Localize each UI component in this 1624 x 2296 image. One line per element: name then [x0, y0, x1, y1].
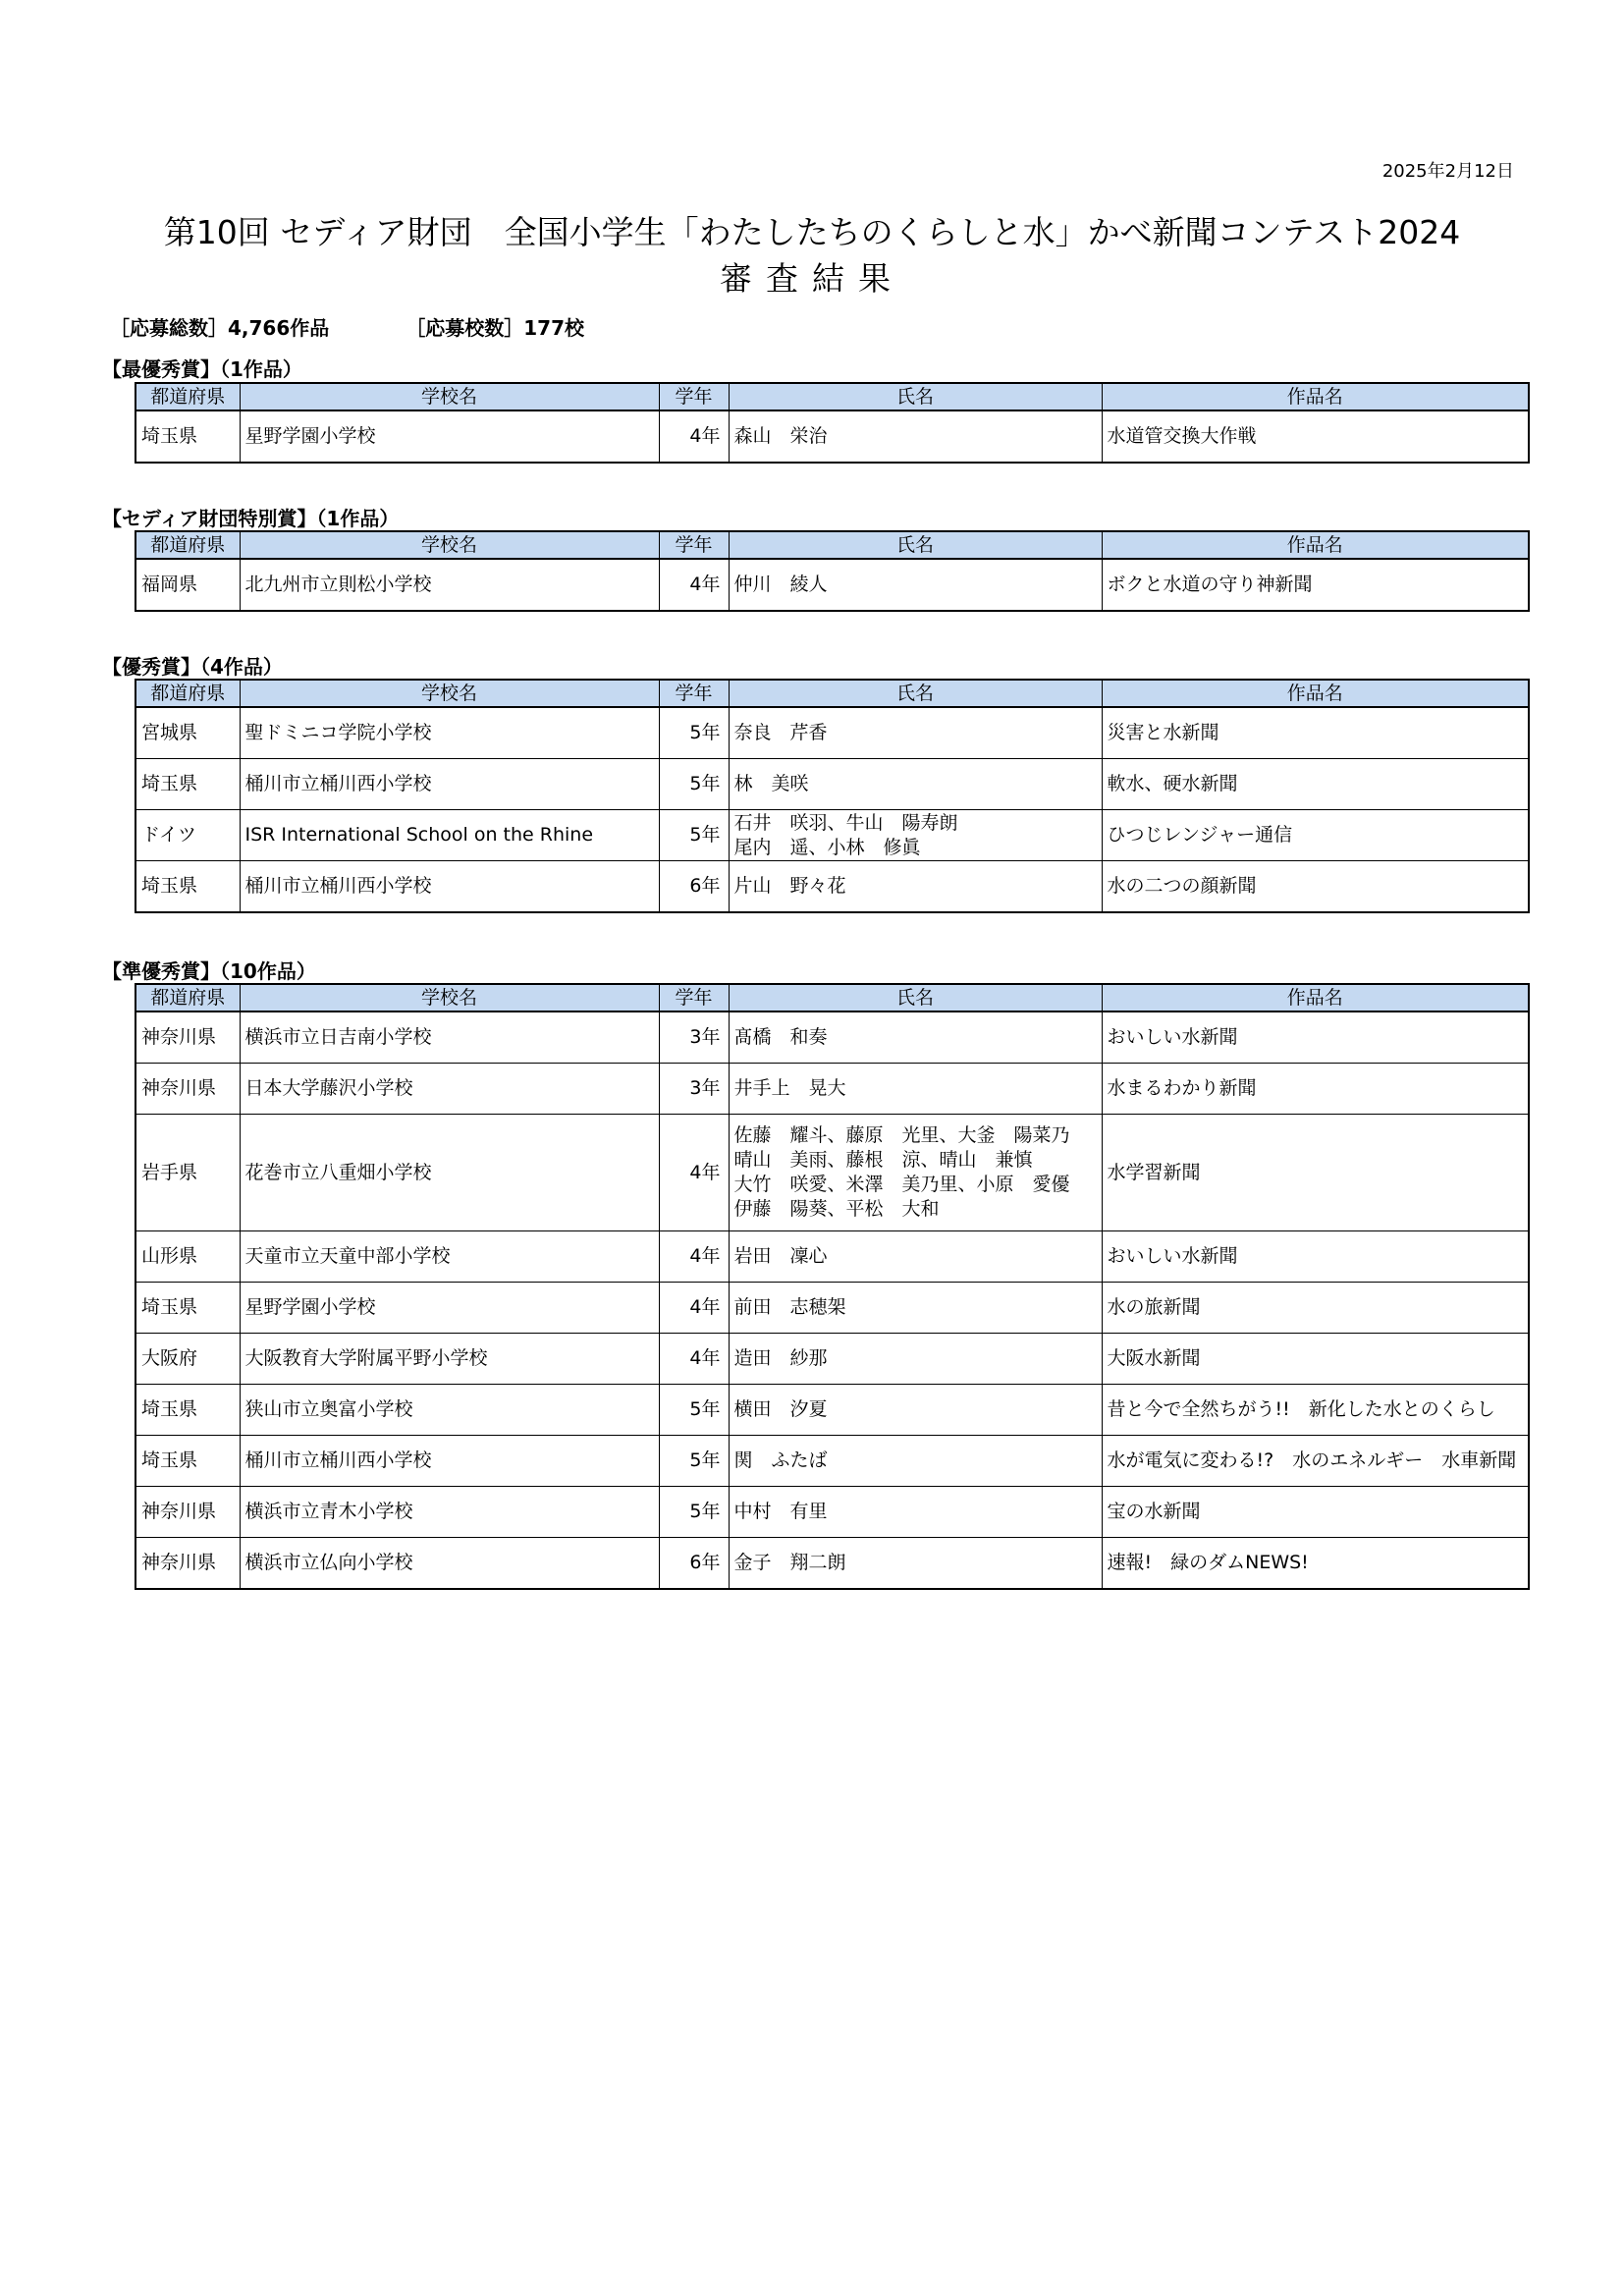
document-title: 第10回 セディア財団 全国小学生「わたしたちのくらしと水」かべ新聞コンテスト2024: [163, 213, 1461, 251]
work-title-cell: 水学習新聞: [1102, 1115, 1529, 1231]
prefecture-cell: 神奈川県: [135, 1487, 240, 1538]
school-cell: 桶川市立桶川西小学校: [240, 759, 659, 810]
participant-names: 片山 野々花: [733, 875, 846, 897]
name-cell: [729, 1487, 1102, 1538]
table-row: [135, 1538, 1529, 1590]
school-cell: 桶川市立桶川西小学校: [240, 861, 659, 913]
work-title-cell: おいしい水新聞: [1102, 1231, 1529, 1283]
grade-cell: 6年: [659, 1538, 729, 1590]
column-header-grade: 学年: [659, 531, 729, 559]
work-title-cell: 水の旅新聞: [1102, 1283, 1529, 1334]
school-cell: 横浜市立青木小学校: [240, 1487, 659, 1538]
table-row: [135, 810, 1529, 861]
column-header-school: 学校名: [240, 680, 659, 707]
table-row: [135, 1436, 1529, 1487]
name-cell: [729, 810, 1102, 861]
participant-names: 大竹 咲愛、米澤 美乃里、小原 愛優: [733, 1174, 1070, 1195]
school-cell: 狭山市立奥富小学校: [240, 1385, 659, 1436]
work-title-cell: ひつじレンジャー通信: [1102, 810, 1529, 861]
award-table: [135, 679, 1530, 913]
column-header-name: 氏名: [729, 383, 1102, 410]
grade-cell: 6年: [659, 861, 729, 913]
grade-cell: 5年: [659, 1487, 729, 1538]
work-title-cell: 軟水、硬水新聞: [1102, 759, 1529, 810]
table-row: [135, 1283, 1529, 1334]
work-title-cell: 昔と今で全然ちがう!! 新化した水とのくらし: [1102, 1385, 1529, 1436]
column-header-work: 作品名: [1102, 984, 1529, 1011]
prefecture-cell: 岩手県: [135, 1115, 240, 1231]
participant-names: 尾内 遥、小林 修眞: [733, 836, 921, 858]
school-cell: 花巻市立八重畑小学校: [240, 1115, 659, 1231]
prefecture-cell: 大阪府: [135, 1334, 240, 1385]
participant-names: 金子 翔二朗: [733, 1552, 846, 1573]
table-row: [135, 559, 1529, 611]
prefecture-cell: ドイツ: [135, 810, 240, 861]
prefecture-cell: 神奈川県: [135, 1064, 240, 1115]
work-title-cell: 速報! 緑のダムNEWS!: [1102, 1538, 1529, 1590]
column-header-work: 作品名: [1102, 680, 1529, 707]
school-cell: 星野学園小学校: [240, 1283, 659, 1334]
column-header-grade: 学年: [659, 680, 729, 707]
grade-cell: 4年: [659, 410, 729, 463]
table-row: [135, 1231, 1529, 1283]
section-title: 【最優秀賞】（1作品）: [102, 357, 302, 381]
column-header-school: 学校名: [240, 531, 659, 559]
participant-names: 造田 紗那: [733, 1347, 828, 1369]
school-cell: 大阪教育大学附属平野小学校: [240, 1334, 659, 1385]
section-title: 【セディア財団特別賞】（1作品）: [102, 507, 400, 530]
header-row: [135, 680, 1529, 707]
work-title-cell: 水道管交換大作戦: [1102, 410, 1529, 463]
grade-cell: 4年: [659, 1231, 729, 1283]
name-cell: [729, 1115, 1102, 1231]
column-header-name: 氏名: [729, 680, 1102, 707]
participant-names: 中村 有里: [733, 1501, 828, 1522]
table-row: [135, 1385, 1529, 1436]
grade-cell: 4年: [659, 1283, 729, 1334]
name-cell: [729, 861, 1102, 913]
grade-cell: 5年: [659, 707, 729, 759]
name-cell: [729, 1283, 1102, 1334]
total-schools: ［応募校数］177校: [406, 316, 585, 340]
issue-date: 2025年2月12日: [1381, 161, 1514, 182]
name-cell: [729, 1231, 1102, 1283]
prefecture-cell: 山形県: [135, 1231, 240, 1283]
column-header-school: 学校名: [240, 984, 659, 1011]
work-title-cell: ボクと水道の守り神新聞: [1102, 559, 1529, 611]
work-title-cell: 水まるわかり新聞: [1102, 1064, 1529, 1115]
prefecture-cell: 福岡県: [135, 559, 240, 611]
participant-names: 横田 汐夏: [733, 1398, 828, 1420]
table-row: [135, 1334, 1529, 1385]
column-header-prefecture: 都道府県: [135, 531, 240, 559]
column-header-prefecture: 都道府県: [135, 984, 240, 1011]
name-cell: [729, 1385, 1102, 1436]
school-cell: ISR International School on the Rhine: [240, 810, 659, 861]
work-title-cell: おいしい水新聞: [1102, 1011, 1529, 1064]
participant-names: 仲川 綾人: [733, 574, 828, 595]
prefecture-cell: 埼玉県: [135, 1436, 240, 1487]
section-title: 【優秀賞】（4作品）: [102, 655, 283, 679]
school-cell: 横浜市立日吉南小学校: [240, 1011, 659, 1064]
column-header-school: 学校名: [240, 383, 659, 410]
school-cell: 聖ドミニコ学院小学校: [240, 707, 659, 759]
participant-names: 林 美咲: [733, 773, 809, 794]
header-row: [135, 531, 1529, 559]
prefecture-cell: 埼玉県: [135, 1385, 240, 1436]
name-cell: [729, 707, 1102, 759]
total-entries: ［応募総数］4,766作品: [110, 316, 330, 340]
name-cell: [729, 759, 1102, 810]
table-row: [135, 1487, 1529, 1538]
column-header-grade: 学年: [659, 984, 729, 1011]
name-cell: [729, 1011, 1102, 1064]
participant-names: 石井 咲羽、牛山 陽寿朗: [733, 811, 958, 834]
table-row: [135, 1115, 1529, 1231]
award-table: [135, 530, 1530, 612]
school-cell: 日本大学藤沢小学校: [240, 1064, 659, 1115]
work-title-cell: 水の二つの顔新聞: [1102, 861, 1529, 913]
participant-names: 前田 志穂架: [733, 1296, 846, 1318]
grade-cell: 4年: [659, 559, 729, 611]
entry-stats: [110, 312, 584, 341]
participant-names: 奈良 芹香: [733, 722, 828, 743]
school-cell: 桶川市立桶川西小学校: [240, 1436, 659, 1487]
school-cell: 横浜市立仏向小学校: [240, 1538, 659, 1590]
work-title-cell: 災害と水新聞: [1102, 707, 1529, 759]
table-row: [135, 410, 1529, 463]
grade-cell: 4年: [659, 1115, 729, 1231]
header-row: [135, 383, 1529, 410]
participant-names: 晴山 美雨、藤根 涼、晴山 兼慎: [733, 1149, 1033, 1171]
document-subtitle: 審査結果: [720, 259, 904, 298]
participant-names: 井手上 晃大: [733, 1077, 846, 1099]
column-header-name: 氏名: [729, 531, 1102, 559]
column-header-work: 作品名: [1102, 531, 1529, 559]
prefecture-cell: 埼玉県: [135, 410, 240, 463]
section-title: 【準優秀賞】（10作品）: [102, 959, 316, 983]
name-cell: [729, 1334, 1102, 1385]
prefecture-cell: 埼玉県: [135, 759, 240, 810]
name-cell: [729, 1436, 1102, 1487]
work-title-cell: 宝の水新聞: [1102, 1487, 1529, 1538]
participant-names: 伊藤 陽葵、平松 大和: [733, 1198, 940, 1220]
column-header-grade: 学年: [659, 383, 729, 410]
grade-cell: 5年: [659, 1436, 729, 1487]
participant-names: 森山 栄治: [733, 425, 828, 447]
table-row: [135, 707, 1529, 759]
participant-names: 髙橋 和奏: [733, 1026, 828, 1048]
name-cell: [729, 410, 1102, 463]
table-row: [135, 1011, 1529, 1064]
column-header-work: 作品名: [1102, 383, 1529, 410]
school-cell: 星野学園小学校: [240, 410, 659, 463]
prefecture-cell: 神奈川県: [135, 1538, 240, 1590]
participant-names: 佐藤 耀斗、藤原 光里、大釜 陽菜乃: [733, 1124, 1070, 1146]
prefecture-cell: 神奈川県: [135, 1011, 240, 1064]
name-cell: [729, 559, 1102, 611]
prefecture-cell: 埼玉県: [135, 861, 240, 913]
table-row: [135, 861, 1529, 913]
grade-cell: 5年: [659, 759, 729, 810]
name-cell: [729, 1538, 1102, 1590]
participant-names: 岩田 凜心: [733, 1245, 828, 1267]
grade-cell: 3年: [659, 1011, 729, 1064]
grade-cell: 4年: [659, 1334, 729, 1385]
column-header-prefecture: 都道府県: [135, 680, 240, 707]
table-row: [135, 1064, 1529, 1115]
award-table: [135, 382, 1530, 464]
award-table: [135, 983, 1530, 1590]
header-row: [135, 984, 1529, 1011]
column-header-name: 氏名: [729, 984, 1102, 1011]
school-cell: 北九州市立則松小学校: [240, 559, 659, 611]
table-row: [135, 759, 1529, 810]
work-title-cell: 大阪水新聞: [1102, 1334, 1529, 1385]
column-header-prefecture: 都道府県: [135, 383, 240, 410]
grade-cell: 5年: [659, 810, 729, 861]
grade-cell: 3年: [659, 1064, 729, 1115]
name-cell: [729, 1064, 1102, 1115]
participant-names: 関 ふたば: [733, 1449, 828, 1471]
prefecture-cell: 宮城県: [135, 707, 240, 759]
prefecture-cell: 埼玉県: [135, 1283, 240, 1334]
school-cell: 天童市立天童中部小学校: [240, 1231, 659, 1283]
grade-cell: 5年: [659, 1385, 729, 1436]
work-title-cell: 水が電気に変わる!? 水のエネルギー 水車新聞: [1102, 1436, 1529, 1487]
